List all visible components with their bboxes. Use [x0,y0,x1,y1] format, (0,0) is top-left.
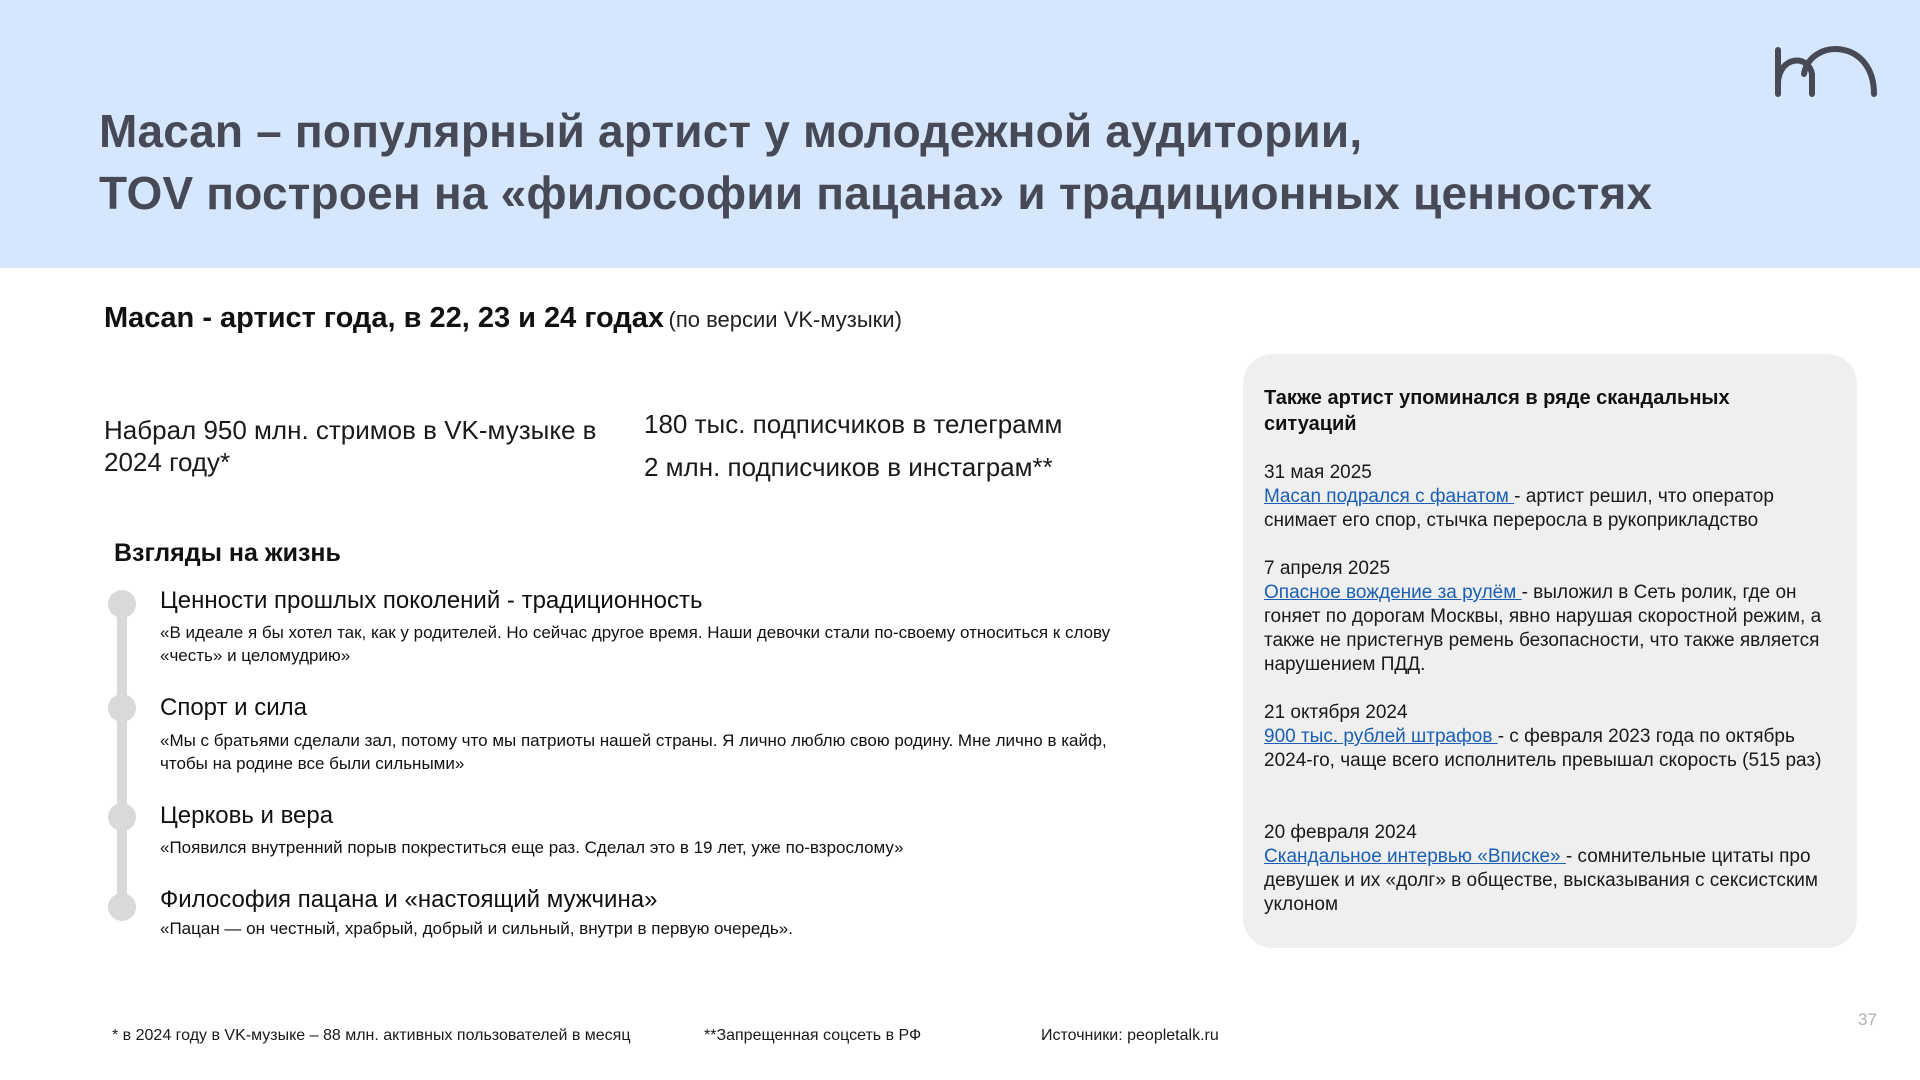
view-heading: Церковь и вера [160,802,334,829]
event-link[interactable]: Опасное вождение за рулём [1264,582,1522,603]
stat-instagram: 2 млн. подписчиков в инстаграм** [644,452,1053,482]
event-link[interactable]: Macan подрался с фанатом [1264,486,1515,507]
subtitle-main: Macan - артист года, в 22, 23 и 24 годах [104,302,665,334]
event-date: 21 октября 2024 [1264,702,1408,723]
page-title-line-2: TOV построен на «философии пацана» и традиционных ценностях [99,167,1653,219]
page-title-line-1: Macan – популярный артист у молодежной аудитории, [99,105,1363,157]
event-text: - артист решил, что оператор снимает его спор, стычка переросла в рукоприкладство [1264,486,1774,531]
stat-streams: Набрал 950 млн. стримов в VK-музыке в 2024 году* [104,415,597,477]
event-link[interactable]: 900 тыс. рублей штрафов [1264,726,1498,747]
subtitle [104,302,902,335]
event-text: - выложил в Сеть ролик, где он гоняет по дорогам Москвы, явно нарушая скоростной режим, а также не пристегнув ремень безопасности, что также является нарушением ПДД. [1264,582,1822,675]
scandal-event [1264,821,1844,917]
event-date: 31 мая 2025 [1264,462,1372,483]
scandal-event [1264,701,1844,773]
timeline-dot [108,694,136,722]
event-link[interactable]: Скандальное интервью «Вписке» [1264,846,1566,867]
view-heading: Спорт и сила [160,694,307,721]
scandal-event [1264,557,1844,677]
stat-telegram: 180 тыс. подписчиков в телеграмм [644,409,1063,439]
event-date: 7 апреля 2025 [1264,558,1391,579]
timeline-line [117,600,127,910]
view-quote: «Мы с братьями сделали зал, потому что мы патриоты нашей страны. Я лично люблю свою родину. Мне лично в кайф, чтобы на родине все были сильными» [160,731,1107,773]
scandal-event [1264,461,1844,533]
subtitle-note: (по версии VK-музыки) [668,307,902,332]
footnote-instagram: **Запрещенная соцсеть в РФ [704,1027,922,1044]
views-title: Взгляды на жизнь [114,539,341,567]
brand-logo-icon [1770,44,1880,100]
footnote-vk: * в 2024 году в VK-музыке – 88 млн. активных пользователей в месяц [112,1027,631,1044]
event-date: 20 февраля 2024 [1264,822,1417,843]
sources-note: Источники: peopletalk.ru [1041,1027,1219,1044]
view-heading: Ценности прошлых поколений - традиционность [160,587,703,614]
view-quote: «Появился внутренний порыв покреститься еще раз. Сделал это в 19 лет, уже по-взрослому» [160,838,904,857]
timeline-dot [108,590,136,618]
view-quote: «В идеале я бы хотел так, как у родителей. Но сейчас другое время. Наши девочки стали по-своему относиться к слову «честь» и целомудрию» [160,623,1111,665]
event-text: - с февраля 2023 года по октябрь 2024-го, чаще всего исполнитель превышал скорость (515 раз) [1264,726,1822,771]
timeline-dot [108,803,136,831]
timeline-dot [108,893,136,921]
event-text: - сомнительные цитаты про девушек и их «долг» в обществе, высказывания с сексистским уклоном [1264,846,1818,915]
view-quote: «Пацан — он честный, храбрый, добрый и сильный, внутри в первую очередь». [160,919,793,938]
view-heading: Философия пацана и «настоящий мужчина» [160,886,658,913]
scandals-title: Также артист упоминался в ряде скандальных ситуаций [1264,387,1730,435]
page-title [99,100,1652,224]
page-number: 37 [1858,1010,1877,1029]
